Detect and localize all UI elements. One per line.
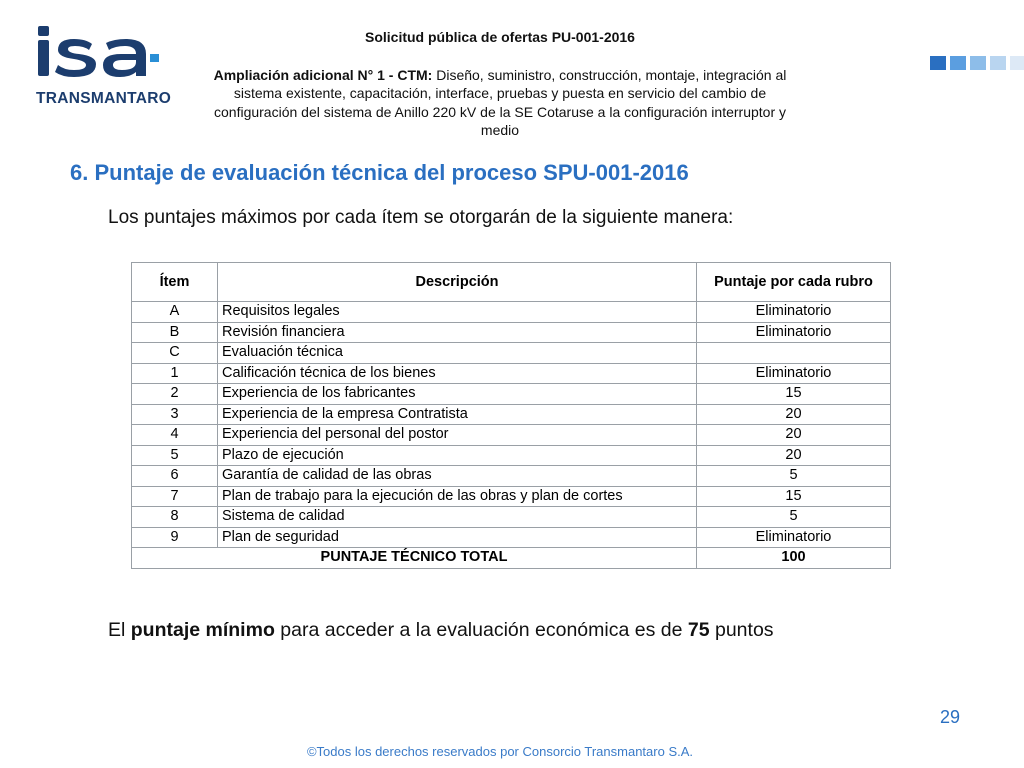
- square-icon: [970, 56, 986, 70]
- minimum-score-text: [108, 619, 774, 642]
- header-subtitle: [200, 66, 800, 140]
- table-row: [132, 322, 891, 343]
- cell-description: Plan de trabajo para la ejecución de las obras y plan de cortes: [218, 486, 697, 507]
- cell-description: Plan de seguridad: [218, 527, 697, 548]
- logo-subtitle: TRANSMANTARO: [36, 90, 172, 107]
- table-body: [132, 302, 891, 548]
- cell-item: 4: [132, 425, 218, 446]
- cell-description: Calificación técnica de los bienes: [218, 363, 697, 384]
- table-header-row: [132, 263, 891, 302]
- cell-item: A: [132, 302, 218, 323]
- isa-logo-icon: [34, 26, 164, 88]
- cell-description: Garantía de calidad de las obras: [218, 466, 697, 487]
- header-title: Solicitud pública de ofertas PU-001-2016: [365, 29, 635, 45]
- cell-item: B: [132, 322, 218, 343]
- table-row: [132, 384, 891, 405]
- scores-table: [131, 262, 891, 569]
- cell-item: 5: [132, 445, 218, 466]
- cell-item: 6: [132, 466, 218, 487]
- minimum-bold1: puntaje mínimo: [130, 619, 275, 641]
- cell-score: 20: [697, 404, 891, 425]
- section-title: 6. Puntaje de evaluación técnica del proceso SPU-001-2016: [70, 160, 689, 185]
- cell-item: 2: [132, 384, 218, 405]
- cell-score: 15: [697, 384, 891, 405]
- square-icon: [930, 56, 946, 70]
- header-subtitle-bold: Ampliación adicional N° 1 - CTM:: [213, 66, 433, 83]
- header-description: Descripción: [218, 263, 697, 302]
- total-label: PUNTAJE TÉCNICO TOTAL: [132, 548, 697, 569]
- minimum-part1: El: [108, 619, 131, 641]
- cell-score: Eliminatorio: [697, 363, 891, 384]
- cell-item: 1: [132, 363, 218, 384]
- cell-description: Experiencia de la empresa Contratista: [218, 404, 697, 425]
- table-row: [132, 425, 891, 446]
- minimum-part3: puntos: [709, 619, 774, 641]
- cell-score: 20: [697, 425, 891, 446]
- cell-description: Revisión financiera: [218, 322, 697, 343]
- cell-score: 5: [697, 466, 891, 487]
- cell-score: Eliminatorio: [697, 527, 891, 548]
- cell-item: 7: [132, 486, 218, 507]
- cell-item: 3: [132, 404, 218, 425]
- square-icon: [990, 56, 1006, 70]
- table-row: [132, 466, 891, 487]
- document-header: [200, 28, 800, 140]
- minimum-bold2: 75: [687, 619, 710, 641]
- cell-description: Plazo de ejecución: [218, 445, 697, 466]
- header-score: Puntaje por cada rubro: [697, 263, 891, 302]
- minimum-part2: para acceder a la evaluación económica es de: [274, 619, 688, 641]
- square-icon: [1010, 56, 1024, 70]
- cell-description: Evaluación técnica: [218, 343, 697, 364]
- cell-item: C: [132, 343, 218, 364]
- cell-item: 9: [132, 527, 218, 548]
- header-subtitle-rest: Diseño, suministro, construcción, montaje, integración al sistema existente, capacitación, interface, pruebas y puesta en servicio del cambio de configuración del sistema de Anillo 220 kV de la SE Cotaruse a la configuración interruptor y medio: [214, 66, 787, 138]
- cell-item: 8: [132, 507, 218, 528]
- table-row: [132, 507, 891, 528]
- decorative-squares: [930, 56, 1024, 70]
- header-item: Ítem: [132, 263, 218, 302]
- square-icon: [950, 56, 966, 70]
- cell-score: [697, 343, 891, 364]
- cell-description: Experiencia del personal del postor: [218, 425, 697, 446]
- cell-score: 15: [697, 486, 891, 507]
- cell-description: Sistema de calidad: [218, 507, 697, 528]
- cell-description: Experiencia de los fabricantes: [218, 384, 697, 405]
- cell-score: Eliminatorio: [697, 322, 891, 343]
- table-row: [132, 527, 891, 548]
- total-value: 100: [697, 548, 891, 569]
- cell-score: Eliminatorio: [697, 302, 891, 323]
- cell-score: 5: [697, 507, 891, 528]
- table-row: [132, 363, 891, 384]
- page-number: 29: [940, 707, 961, 727]
- table-row: [132, 445, 891, 466]
- footer-copyright: ©Todos los derechos reservados por Consorcio Transmantaro S.A.: [306, 744, 694, 759]
- table-row: [132, 404, 891, 425]
- table-total-row: [132, 548, 891, 569]
- table-row: [132, 343, 891, 364]
- company-logo: [34, 26, 172, 110]
- cell-score: 20: [697, 445, 891, 466]
- cell-description: Requisitos legales: [218, 302, 697, 323]
- intro-text: Los puntajes máximos por cada ítem se otorgarán de la siguiente manera:: [108, 207, 734, 228]
- table-row: [132, 302, 891, 323]
- table-row: [132, 486, 891, 507]
